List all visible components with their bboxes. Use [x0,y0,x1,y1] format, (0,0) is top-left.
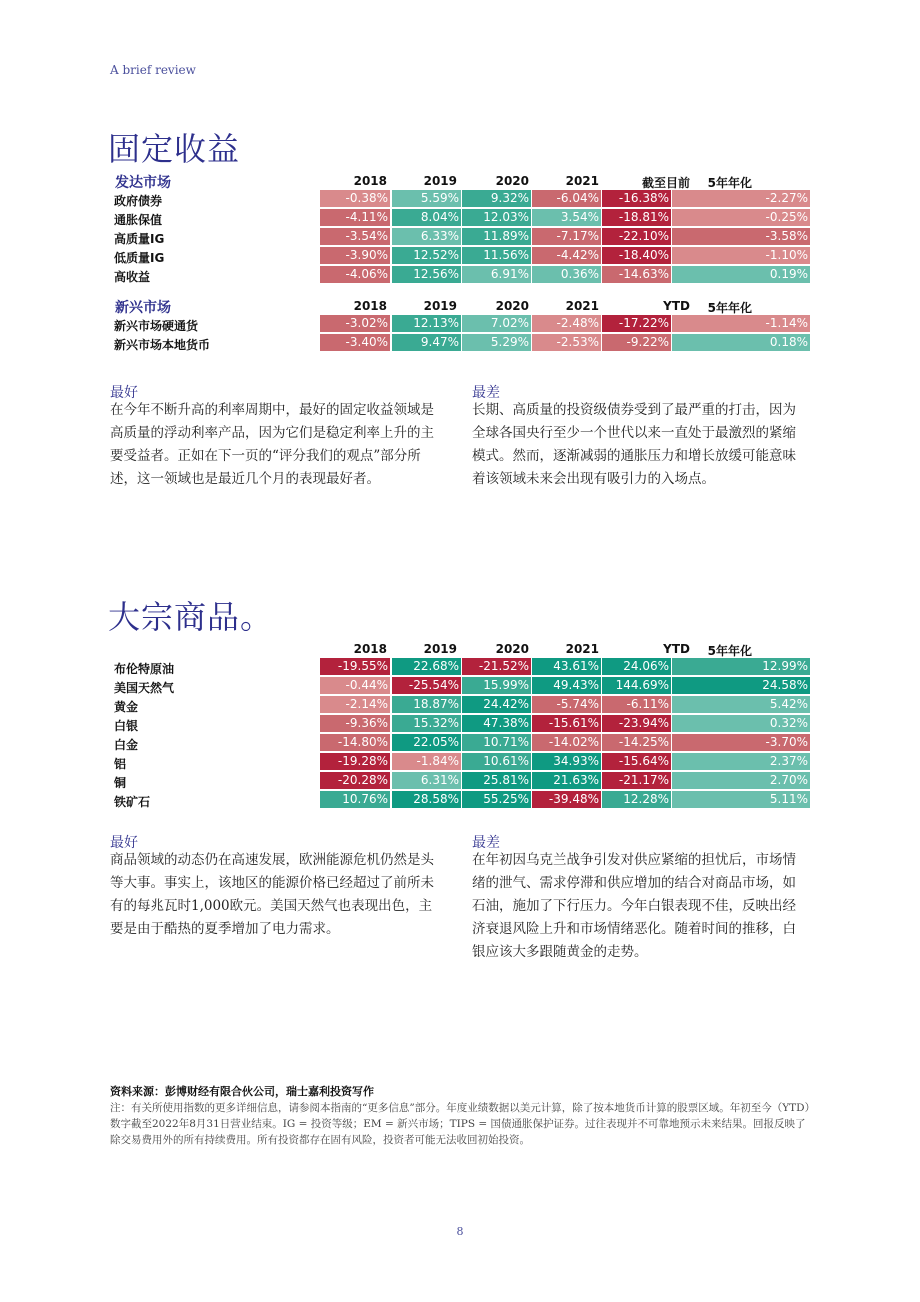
fixed-income-title: 固定收益 [108,130,241,168]
value-cell: -16.38% [602,190,671,207]
value-cell: 6.31% [392,772,461,789]
value-cell: 15.32% [392,715,461,732]
column-header: 2018 [353,299,387,313]
value-cell: 7.02% [462,315,531,332]
value-cell: 12.99% [672,658,810,675]
value-cell: 9.47% [392,334,461,351]
row-label: 铝 [114,757,127,771]
value-cell: 5.59% [392,190,461,207]
value-cell: 2.70% [672,772,810,789]
row-label: 高收益 [114,270,151,284]
value-cell: 6.91% [462,266,531,283]
table-row [112,696,812,715]
value-cell: 6.33% [392,228,461,245]
table-row [112,228,812,247]
row-label: 新兴市场硬通货 [114,319,199,333]
value-cell: -9.36% [320,715,390,732]
value-cell: 8.04% [392,209,461,226]
value-cell: -25.54% [392,677,461,694]
value-cell: 25.81% [462,772,531,789]
fi-best-text: 在今年不断升高的利率周期中，最好的固定收益领域是高质量的浮动利率产品，因为它们是稳定利率上升的主要受益者。正如在下一页的“评分我们的观点”部分所述，这一领域也是最近几个月的表现最好者。 [110,402,434,487]
row-label: 铜 [114,776,127,790]
table-header [112,172,812,190]
value-cell: 24.58% [672,677,810,694]
value-cell: 21.63% [532,772,601,789]
row-label: 黄金 [114,700,139,714]
value-cell: 5.29% [462,334,531,351]
value-cell: -0.44% [320,677,390,694]
value-cell: 47.38% [462,715,531,732]
source-note: 注：有关所使用指数的更多详细信息，请参阅本指南的“更多信息”部分。年度业绩数据以美元计算，除了按本地货币计算的股票区域。年初至今（YTD）数字截至2022年8月31日营业结束。IG = 投资等级；EM = 新兴市场；TIPS = 国债通胀保护证券。过往表现并不可靠地预示未来结果。回报反映了除交易费用外的所有持续费用。所有投资都存在固有风险，投资者可能无法收回初始投资。 [110,1102,810,1146]
table-row [112,247,812,266]
table-row [112,266,812,285]
com-best-text: 商品领域的动态仍在高速发展，欧洲能源危机仍然是头等大事。事实上，该地区的能源价格已经超过了前所未有的每兆瓦时1,000欧元。美国天然气也表现出色，主要是由于酷热的夏季增加了电力需求。 [110,852,434,937]
value-cell: 12.52% [392,247,461,264]
value-cell: -4.06% [320,266,390,283]
commodities-table [112,640,812,810]
value-cell: 144.69% [602,677,671,694]
value-cell: 24.06% [602,658,671,675]
table-group-label: 发达市场 [115,175,171,191]
value-cell: 0.19% [672,266,810,283]
value-cell: 0.32% [672,715,810,732]
row-label: 高质量IG [114,232,165,246]
value-cell: -14.63% [602,266,671,283]
table-row [112,715,812,734]
table-row [112,209,812,228]
column-header: 2019 [423,642,457,656]
column-header: 2021 [565,642,599,656]
column-header: 5年年化 [707,301,752,315]
table-row [112,791,812,810]
table-row [112,677,812,696]
table-row [112,658,812,677]
value-cell: -4.11% [320,209,390,226]
table-group-label: 新兴市场 [115,300,171,316]
value-cell: -4.42% [532,247,601,264]
column-header: YTD [663,642,690,656]
column-header: 2019 [423,174,457,188]
value-cell: -14.02% [532,734,601,751]
fi-worst-label: 最差 [472,385,500,401]
value-cell: -17.22% [602,315,671,332]
column-header: 截至目前 [641,176,690,190]
value-cell: -5.74% [532,696,601,713]
value-cell: 5.42% [672,696,810,713]
value-cell: -0.25% [672,209,810,226]
value-cell: 11.89% [462,228,531,245]
value-cell: -1.14% [672,315,810,332]
value-cell: -23.94% [602,715,671,732]
com-best-label: 最好 [110,835,138,851]
row-label: 铁矿石 [114,795,151,809]
value-cell: -3.90% [320,247,390,264]
value-cell: -19.55% [320,658,390,675]
value-cell: -2.53% [532,334,601,351]
row-label: 美国天然气 [114,681,175,695]
column-header: 2020 [495,642,529,656]
value-cell: 22.68% [392,658,461,675]
table-row [112,734,812,753]
value-cell: 12.28% [602,791,671,808]
value-cell: -1.84% [392,753,461,770]
value-cell: 24.42% [462,696,531,713]
value-cell: 0.18% [672,334,810,351]
row-label: 布伦特原油 [114,662,175,676]
fi-best-label: 最好 [110,385,138,401]
value-cell: 28.58% [392,791,461,808]
value-cell: -39.48% [532,791,601,808]
value-cell: -7.17% [532,228,601,245]
value-cell: -14.80% [320,734,390,751]
value-cell: 12.13% [392,315,461,332]
row-label: 政府债券 [114,194,163,208]
value-cell: 9.32% [462,190,531,207]
value-cell: -14.25% [602,734,671,751]
value-cell: 12.03% [462,209,531,226]
table-row [112,334,812,353]
value-cell: 55.25% [462,791,531,808]
value-cell: -3.58% [672,228,810,245]
value-cell: -2.48% [532,315,601,332]
table-header [112,640,812,658]
com-worst-label: 最差 [472,835,500,851]
value-cell: 22.05% [392,734,461,751]
emerging-markets-table [112,297,812,353]
column-header: 2018 [353,642,387,656]
column-header: 2020 [495,174,529,188]
value-cell: 18.87% [392,696,461,713]
value-cell: -18.40% [602,247,671,264]
page-number: 8 [456,1225,464,1238]
value-cell: -3.40% [320,334,390,351]
column-header: 2019 [423,299,457,313]
value-cell: -3.54% [320,228,390,245]
value-cell: -2.27% [672,190,810,207]
table-header [112,297,812,315]
value-cell: -19.28% [320,753,390,770]
value-cell: 34.93% [532,753,601,770]
table-row [112,772,812,791]
value-cell: 15.99% [462,677,531,694]
column-header: YTD [663,299,690,313]
row-label: 通胀保值 [114,213,163,227]
value-cell: -22.10% [602,228,671,245]
value-cell: -2.14% [320,696,390,713]
column-header: 2020 [495,299,529,313]
value-cell: -21.17% [602,772,671,789]
table-row [112,753,812,772]
value-cell: -0.38% [320,190,390,207]
value-cell: -20.28% [320,772,390,789]
value-cell: 0.36% [532,266,601,283]
value-cell: 10.61% [462,753,531,770]
value-cell: 12.56% [392,266,461,283]
value-cell: -15.64% [602,753,671,770]
value-cell: 10.71% [462,734,531,751]
value-cell: -1.10% [672,247,810,264]
value-cell: -6.04% [532,190,601,207]
developed-markets-table [112,172,812,285]
column-header: 5年年化 [707,644,752,658]
value-cell: 3.54% [532,209,601,226]
column-header: 2018 [353,174,387,188]
value-cell: -21.52% [462,658,531,675]
fi-worst-text: 长期、高质量的投资级债券受到了最严重的打击，因为全球各国央行至少一个世代以来一直处于最激烈的紧缩模式。然而，逐渐减弱的通胀压力和增长放缓可能意味着该领域未来会出现有吸引力的入场点。 [472,402,796,487]
value-cell: -15.61% [532,715,601,732]
value-cell: -3.02% [320,315,390,332]
value-cell: 43.61% [532,658,601,675]
column-header: 5年年化 [707,176,752,190]
running-header: A brief review [110,63,196,77]
value-cell: 2.37% [672,753,810,770]
value-cell: 5.11% [672,791,810,808]
value-cell: -9.22% [602,334,671,351]
column-header: 2021 [565,174,599,188]
row-label: 低质量IG [114,251,165,265]
value-cell: -3.70% [672,734,810,751]
commodities-title: 大宗商品。 [108,598,274,636]
row-label: 新兴市场本地货币 [114,338,211,352]
row-label: 白银 [114,719,139,733]
value-cell: 10.76% [320,791,390,808]
value-cell: -6.11% [602,696,671,713]
column-header: 2021 [565,299,599,313]
row-label: 白金 [114,738,139,752]
value-cell: 11.56% [462,247,531,264]
value-cell: -18.81% [602,209,671,226]
source-title: 资料来源：彭博财经有限合伙公司，瑞士嘉利投资写作 [110,1085,374,1098]
com-worst-text: 在年初因乌克兰战争引发对供应紧缩的担忧后，市场情绪的泄气、需求停滞和供应增加的结合对商品市场，如石油，施加了下行压力。今年白银表现不佳，反映出经济衰退风险上升和市场情绪恶化。随着时间的推移，白银应该大多跟随黄金的走势。 [472,852,796,960]
value-cell: 49.43% [532,677,601,694]
table-row [112,315,812,334]
table-row [112,190,812,209]
